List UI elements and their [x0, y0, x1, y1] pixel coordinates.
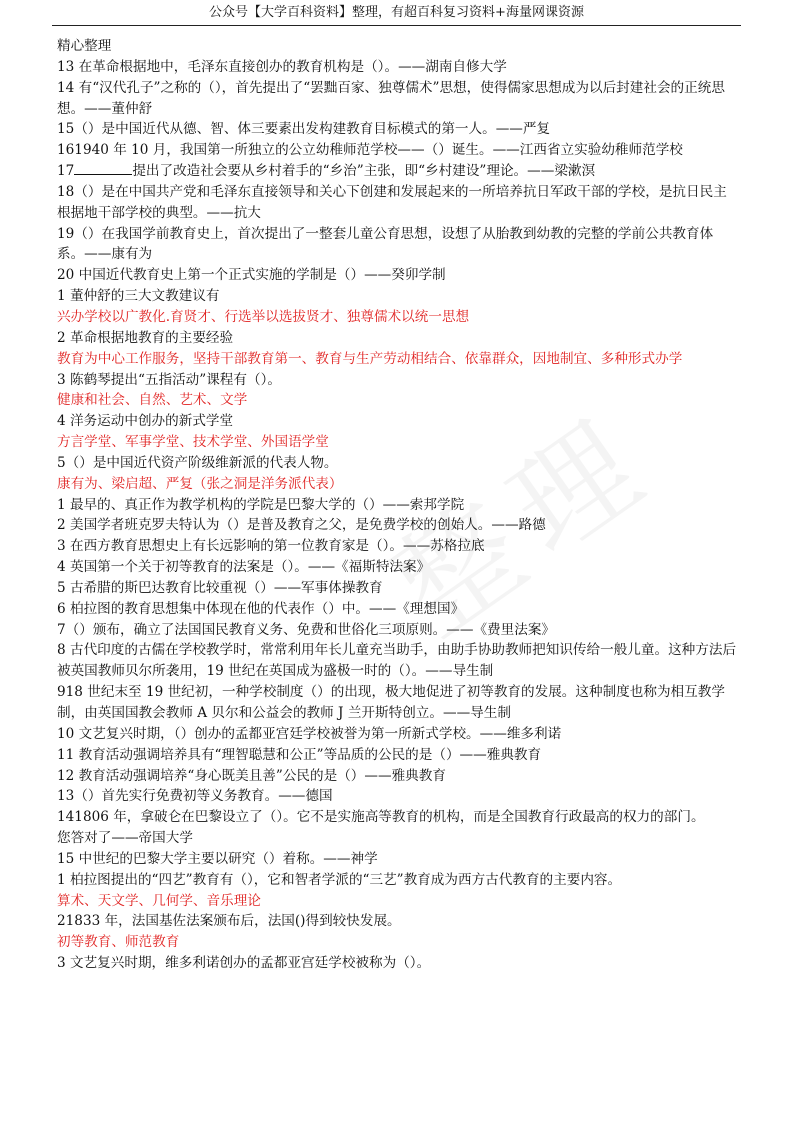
question-line: 11 教育活动强调培养具有“理智聪慧和公正”等品质的公民的是（）——雅典教育	[57, 746, 542, 763]
header-divider	[52, 25, 741, 26]
question-line: 2 美国学者班克罗夫特认为（）是普及教育之父，是免费学校的创始人。——路德	[57, 517, 546, 534]
question-line: 19（）在我国学前教育史上，首次提出了一整套儿童公育思想，设想了从胎教到幼教的完整的学前公共教育体系。——康有为	[57, 225, 714, 263]
question-line: 141806 年，拿破仑在巴黎设立了（）。它不是实施高等教育的机构，而是全国教育行政最高的权力的部门。	[57, 809, 705, 826]
question-line: 1 董仲舒的三大文教建议有	[57, 288, 220, 305]
question-line: 12 教育活动强调培养“身心既美且善”公民的是（）——雅典教育	[57, 767, 446, 784]
question-line: 161940 年 10 月，我国第一所独立的公立幼稚师范学校——（）诞生。——江西省立实验幼稚师范学校	[57, 142, 683, 159]
line-text-before: 17	[57, 163, 75, 180]
line-text-after: 提出了改造社会要从乡村着手的“乡治”主张，即“乡村建设”理论。——梁漱溟	[132, 163, 596, 180]
question-line: 您答对了——帝国大学	[57, 830, 193, 847]
question-line: 4 英国第一个关于初等教育的法案是（）。——《福斯特法案》	[57, 559, 431, 576]
question-line: 918 世纪末至 19 世纪初，一种学校制度（）的出现，极大地促进了初等教育的发展。这种制度也称为相互教学制，由英国国教会教师 A 贝尔和公益会的教师 J 兰开斯特创立。——导生制	[57, 684, 725, 721]
answer-line: 健康和社会、自然、艺术、文学	[57, 392, 248, 409]
question-line: 13 在革命根据地中，毛泽东直接创办的教育机构是（）。——湖南自修大学	[57, 58, 507, 75]
question-line: 10 文艺复兴时期，（）创办的孟都亚宫廷学校被誉为第一所新式学校。——维多利诺	[57, 725, 562, 742]
question-line: 2 革命根据地教育的主要经验	[57, 329, 234, 346]
answer-line: 算术、天文学、几何学、音乐理论	[57, 892, 261, 909]
question-line: 15 中世纪的巴黎大学主要以研究（）着称。——神学	[57, 850, 378, 867]
question-line: 8 古代印度的古儒在学校教学时，常常利用年长儿童充当助手，由助手协助教师把知识传给一般儿童。这种方法后被英国教师贝尔所袭用，19 世纪在英国成为盛极一时的（）。——导生制	[57, 642, 737, 680]
question-line: 13（）首先实行免费初等义务教育。——德国	[57, 788, 333, 805]
page-header: 公众号【大学百科资料】整理，有超百科复习资料+海量网课资源	[209, 5, 584, 20]
question-line: 14 有“汉代孔子”之称的（），首先提出了“罢黜百家、独尊儒术”思想，使得儒家思想成为以后封建社会的正统思想。——董仲舒	[57, 79, 725, 117]
answer-line: 教育为中心工作服务，坚持干部教育第一、教育与生产劳动相结合、依靠群众，因地制宜、多种形式办学	[57, 350, 683, 367]
question-line: 5（）是中国近代资产阶级维新派的代表人物。	[57, 454, 338, 471]
question-line: 7（）颁布，确立了法国国民教育义务、免费和世俗化三项原则。——《费里法案》	[57, 621, 556, 638]
question-line: 6 柏拉图的教育思想集中体现在他的代表作（）中。——《理想国》	[57, 600, 465, 617]
question-line: 3 文艺复兴时期，维多利诺创办的孟都亚宫廷学校被称为（）。	[57, 955, 431, 972]
question-line: 3 在西方教育思想史上有长远影响的第一位教育家是（）。——苏格拉底	[57, 538, 485, 555]
question-line: 5 古希腊的斯巴达教育比较重视（）——军事体操教育	[57, 579, 383, 596]
question-line: 18（）是在中国共产党和毛泽东直接领导和关心下创建和发展起来的一所培养抗日军政干部的学校，是抗日民主根据地干部学校的典型。——抗大	[57, 183, 727, 221]
answer-line: 康有为、梁启超、严复（张之洞是洋务派代表）	[57, 475, 343, 492]
fill-in-blank	[74, 162, 132, 175]
document-body	[57, 36, 739, 974]
question-line: 1 最早的、真正作为教学机构的学院是巴黎大学的（）——索邦学院	[57, 496, 465, 513]
question-line: 精心整理	[57, 38, 112, 54]
question-line: 21833 年，法国基佐法案颁布后，法国()得到较快发展。	[57, 913, 401, 930]
answer-line: 初等教育、师范教育	[57, 934, 180, 951]
answer-line: 兴办学校以广教化.育贤才、行选举以选拔贤才、独尊儒术以统一思想	[57, 308, 470, 325]
question-line: 1 柏拉图提出的“四艺”教育有（），它和智者学派的“三艺”教育成为西方古代教育的主要内容。	[57, 871, 622, 888]
answer-line: 方言学堂、军事学堂、技术学堂、外国语学堂	[57, 434, 329, 451]
question-line	[57, 161, 739, 182]
question-line: 15（）是中国近代从德、智、体三要素出发构建教育目标模式的第一人。——严复	[57, 121, 551, 138]
question-line: 3 陈鹤琴提出“五指活动”课程有（）。	[57, 371, 281, 388]
question-line: 20 中国近代教育史上第一个正式实施的学制是（）——癸卯学制	[57, 267, 446, 284]
question-line: 4 洋务运动中创办的新式学堂	[57, 413, 234, 430]
